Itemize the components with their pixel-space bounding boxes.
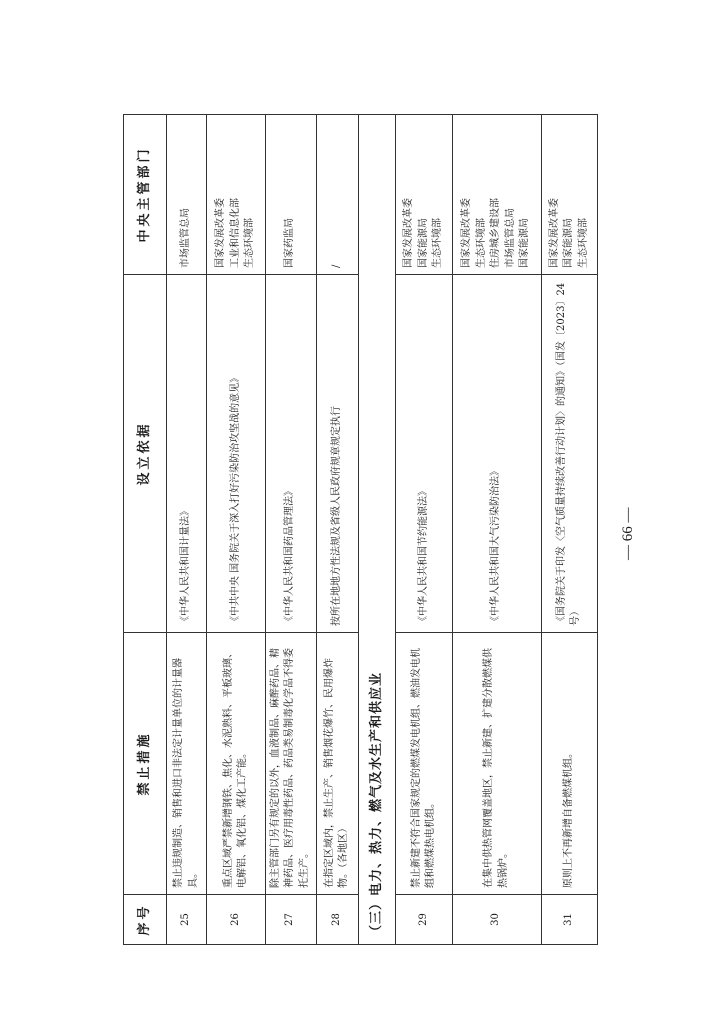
section-heading: （三）电力、热力、燃气及水生产和供应业: [359, 115, 396, 945]
table-row: [265, 115, 316, 945]
header-no: 序号: [124, 895, 167, 945]
row-no: 30: [452, 895, 541, 945]
row-measure: 禁止违规制造、销售和进口非法定计量单位的计量器具。: [167, 633, 207, 895]
row-dept: 国家发展改革委 生态环境部 住房城乡建设部 市场监管总局 国家能源局: [452, 115, 541, 275]
row-dept: 国家发展改革委 国家能源局 生态环境部: [396, 115, 452, 275]
header-basis: 设立依据: [124, 275, 167, 633]
row-basis: 《国务院关于印发〈空气质量持续改善行动计划〉的通知》（国发〔2023〕24号）: [541, 275, 598, 633]
row-basis: 《中共中央 国务院关于深入打好污染防治攻坚战的意见》: [207, 275, 265, 633]
header-measure: 禁止措施: [124, 633, 167, 895]
row-measure: 除主管部门另有规定的以外，血液制品、麻醉药品、精神药品、医疗用毒性药品、药品类易制毒化学品不得委托生产。: [265, 633, 316, 895]
row-dept: 市场监管总局: [167, 115, 207, 275]
page-number: — 66 —: [620, 507, 636, 560]
row-basis: 《中华人民共和国节约能源法》: [396, 275, 452, 633]
table-header-row: [124, 115, 167, 945]
row-dept: 国家发展改革委 工业和信息化部 生态环境部: [207, 115, 265, 275]
row-no: 28: [316, 895, 358, 945]
header-dept: 中央主管部门: [124, 115, 167, 275]
table-row: [316, 115, 358, 945]
table-row: [452, 115, 541, 945]
row-measure: 重点区域严禁新增钢铁、焦化、水泥熟料、平板玻璃、电解铝、氧化铝、煤化工产能。: [207, 633, 265, 895]
row-measure: 在指定区域内，禁止生产、销售烟花爆竹、民用爆炸物。（各地区）: [316, 633, 358, 895]
row-no: 29: [396, 895, 452, 945]
table-row: [541, 115, 598, 945]
row-measure: 禁止新建不符合国家规定的燃煤发电机组、燃油发电机组和燃煤热电机组。: [396, 633, 452, 895]
measures-table: [123, 114, 598, 945]
row-dept: 国家药监局: [265, 115, 316, 275]
section-row: [359, 115, 396, 945]
table-row: [207, 115, 265, 945]
row-basis: 按所在地地方性法规及省级人民政府规章规定执行: [316, 275, 358, 633]
row-no: 27: [265, 895, 316, 945]
row-basis: 《中华人民共和国计量法》: [167, 275, 207, 633]
row-basis: 《中华人民共和国大气污染防治法》: [452, 275, 541, 633]
row-measure: 原则上不再新增自备燃煤机组。: [541, 633, 598, 895]
table-row: [396, 115, 452, 945]
row-measure: 在集中供热管网覆盖地区，禁止新建、扩建分散燃煤供热锅炉。: [452, 633, 541, 895]
rotated-table-container: [123, 115, 598, 945]
table-row: [167, 115, 207, 945]
row-no: 25: [167, 895, 207, 945]
row-basis: 《中华人民共和国药品管理法》: [265, 275, 316, 633]
row-no: 31: [541, 895, 598, 945]
row-dept: /: [316, 115, 358, 275]
row-no: 26: [207, 895, 265, 945]
row-dept: 国家发展改革委 国家能源局 生态环境部: [541, 115, 598, 275]
